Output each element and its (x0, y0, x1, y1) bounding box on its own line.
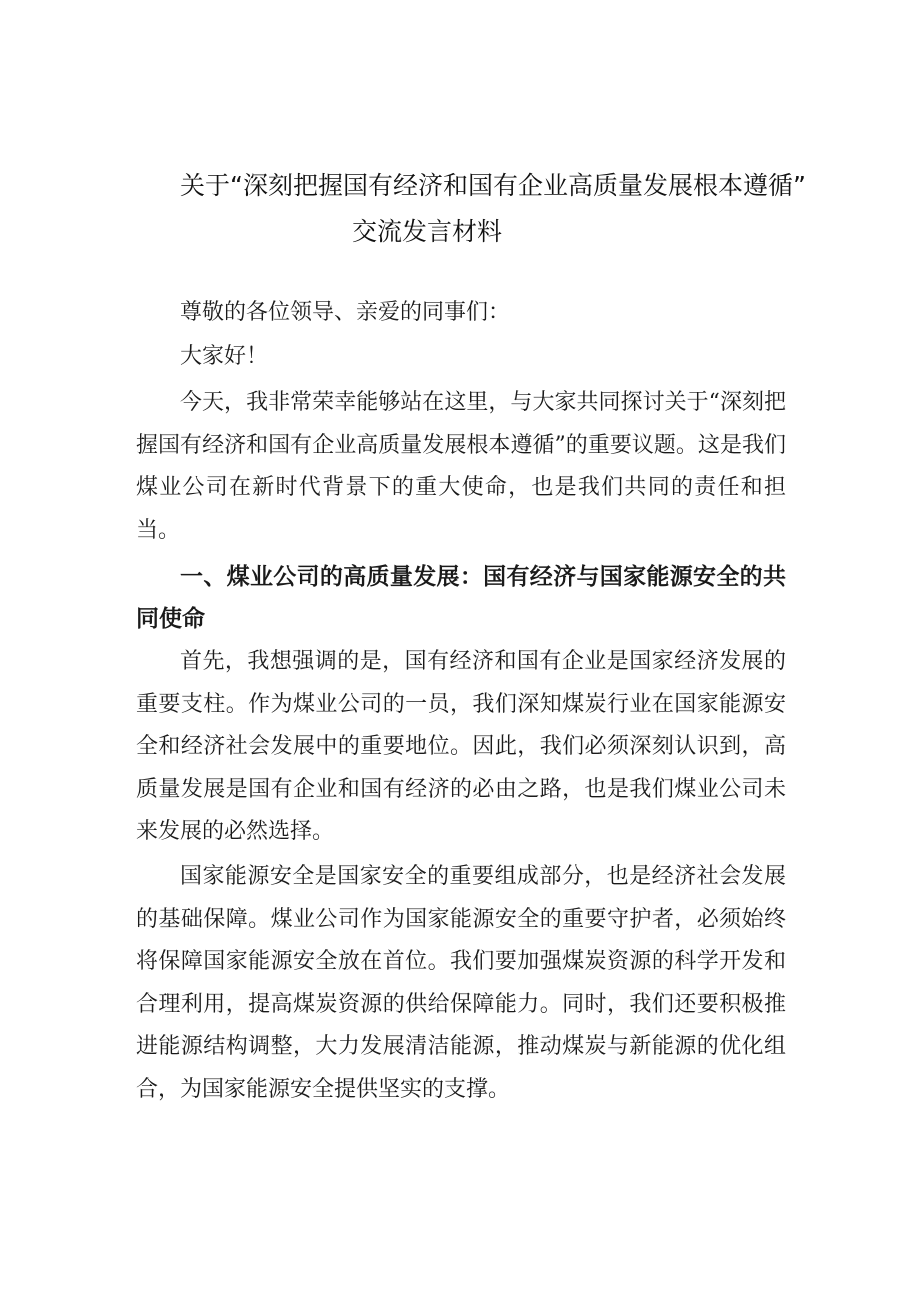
intro-paragraph: 今天，我非常荣幸能够站在这里，与大家共同探讨关于“深刻把握国有经济和国有企业高质量发展根本遵循”的重要议题。这是我们煤业公司在新时代背景下的重大使命，也是我们共同的责任和担当。 (136, 390, 786, 543)
document-title-line-1: 关于“深刻把握国有经济和国有企业高质量发展根本遵循” (180, 171, 806, 200)
paragraph-1: 首先，我想强调的是，国有经济和国有企业是国家经济发展的重要支柱。作为煤业公司的一员，我们深知煤炭行业在国家能源安全和经济社会发展中的重要地位。因此，我们必须深刻认识到，高质量发展是国有企业和国有经济的必由之路，也是我们煤业公司未来发展的必然选择。 (136, 649, 786, 844)
paragraph-2: 国家能源安全是国家安全的重要组成部分，也是经济社会发展的基础保障。煤业公司作为国家能源安全的重要守护者，必须始终将保障国家能源安全放在首位。我们要加强煤炭资源的科学开发和合理利用，提高煤炭资源的供给保障能力。同时，我们还要积极推进能源结构调整，大力发展清洁能源，推动煤炭与新能源的优化组合，为国家能源安全提供坚实的支撑。 (136, 864, 786, 1102)
section-heading-1: 一、煤业公司的高质量发展：国有经济与国家能源安全的共同使命 (136, 564, 786, 632)
salutation: 尊敬的各位领导、亲爱的同事们： (180, 300, 511, 325)
greeting: 大家好！ (180, 344, 269, 369)
document-title-line-2: 交流发言材料 (352, 217, 503, 246)
